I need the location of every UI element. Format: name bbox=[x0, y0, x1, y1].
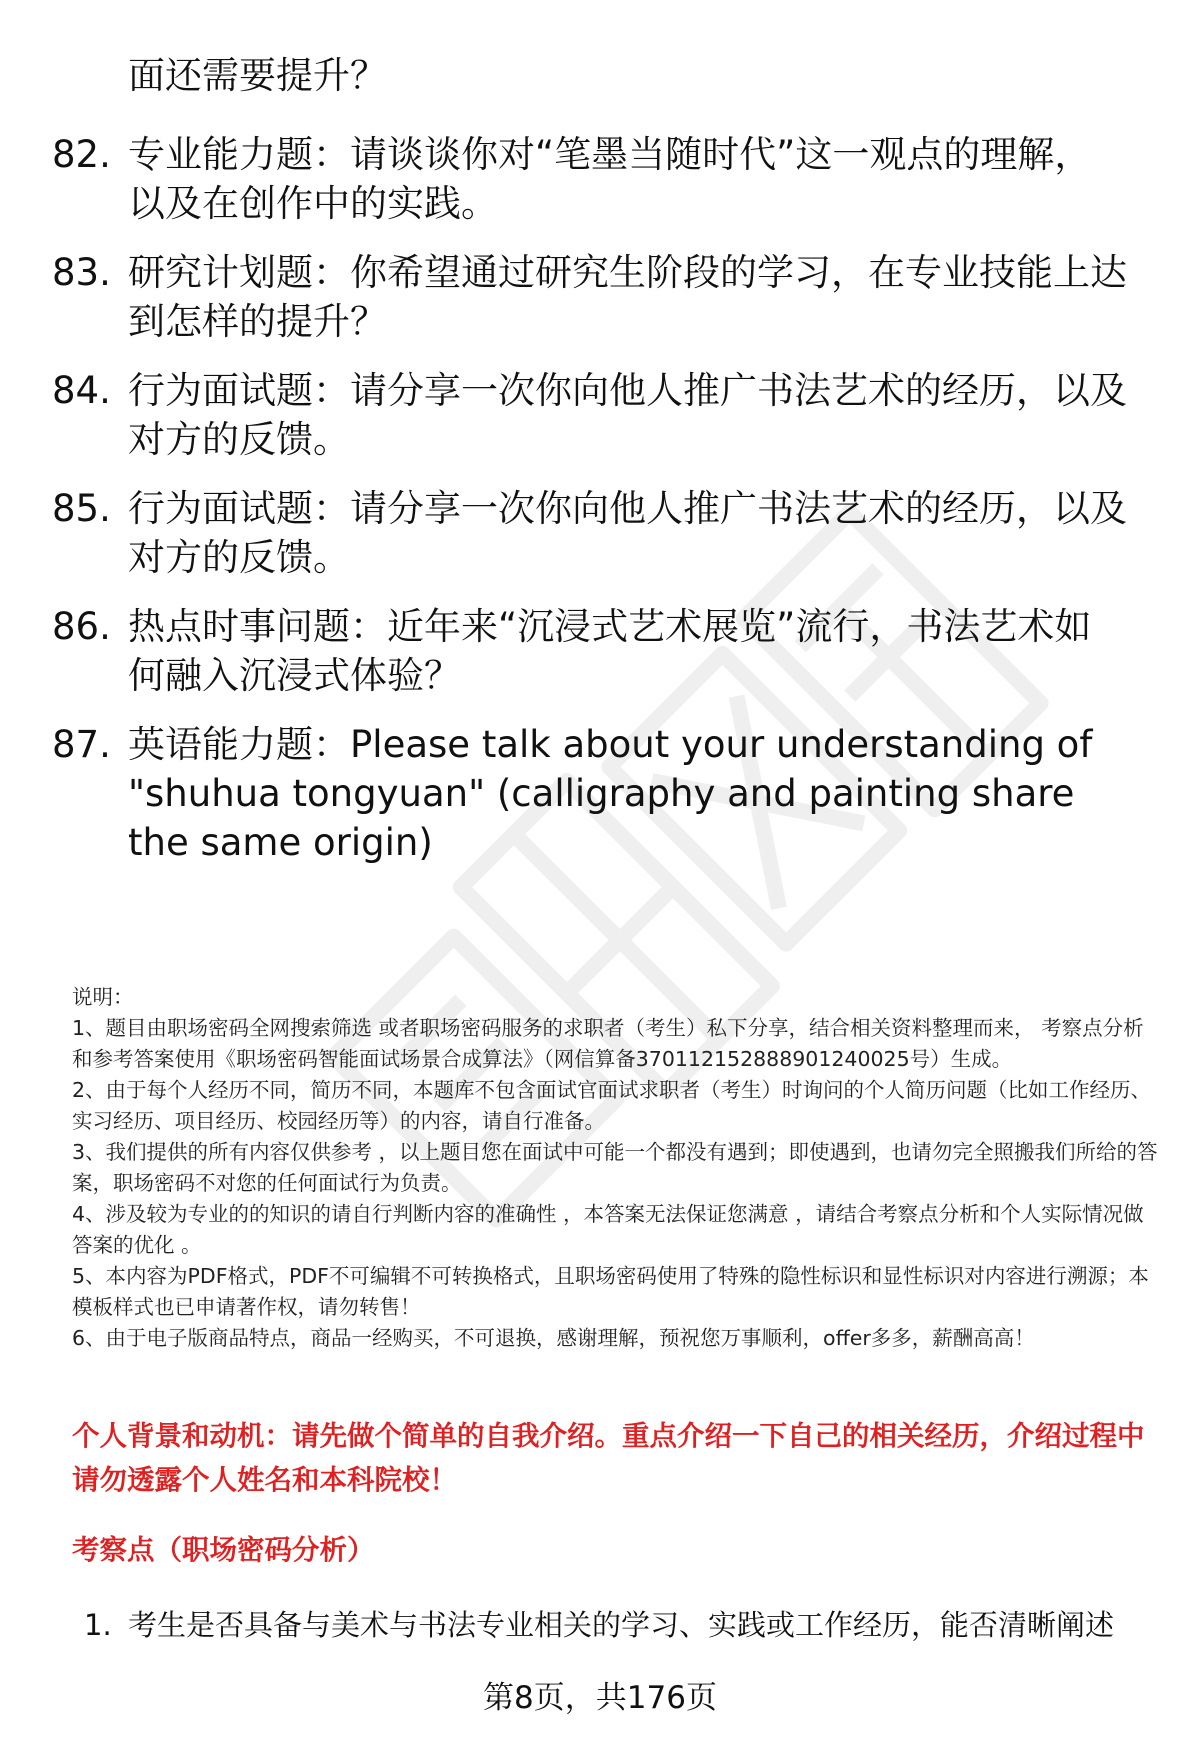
question-text: 行为面试题：请分享一次你向他人推广书法艺术的经历，以及对方的反馈。 bbox=[128, 369, 1127, 461]
note-item: 3、我们提供的所有内容仅供参考 ，以上题目您在面试中可能一个都没有遇到；即使遇到，也请勿完全照搬我们所给的答案，职场密码不对您的任何面试行为负责。 bbox=[72, 1140, 1158, 1195]
notes-section bbox=[72, 982, 1164, 1354]
note-item: 2、由于每个人经历不同，简历不同，本题库不包含面试官面试求职者（考生）时询问的个人简历问题（比如工作经历、实习经历、项目经历、校园经历等）的内容，请自行准备。 bbox=[72, 1078, 1152, 1133]
question-text: 热点时事问题：近年来“沉浸式艺术展览”流行，书法艺术如何融入沉浸式体验？ bbox=[128, 605, 1092, 697]
question-text: 研究计划题：你希望通过研究生阶段的学习，在专业技能上达到怎样的提升？ bbox=[128, 251, 1127, 343]
note-item: 6、由于电子版商品特点，商品一经购买，不可退换，感谢理解，预祝您万事顺利，offer多多，薪酬高高！ bbox=[72, 1326, 1035, 1350]
question-text: 行为面试题：请分享一次你向他人推广书法艺术的经历，以及对方的反馈。 bbox=[128, 487, 1127, 579]
background-question: 个人背景和动机：请先做个简单的自我介绍。重点介绍一下自己的相关经历，介绍过程中请勿透露个人姓名和本科院校！ bbox=[72, 1420, 1145, 1496]
question-text: 英语能力题：Please talk about your understanding of "shuhua tongyuan" (calligraphy and painting share the same origin) bbox=[128, 723, 1093, 864]
analysis-heading: 考察点（职场密码分析） bbox=[72, 1534, 375, 1566]
question-81-continuation: 面还需要提升？ bbox=[128, 54, 387, 97]
note-item: 4、涉及较为专业的的知识的请自行判断内容的准确性 ，本答案无法保证您满意 ，请结合考察点分析和个人实际情况做答案的优化 。 bbox=[72, 1202, 1144, 1257]
note-item: 5、本内容为PDF格式，PDF不可编辑不可转换格式，且职场密码使用了特殊的隐性标识和显性标识对内容进行溯源；本模板样式也已申请著作权，请勿转售！ bbox=[72, 1264, 1149, 1319]
question-number: 86. bbox=[52, 605, 111, 648]
analysis-item-text: 考生是否具备与美术与书法专业相关的学习、实践或工作经历，能否清晰阐述 bbox=[128, 1608, 1115, 1642]
question-number: 87. bbox=[52, 723, 111, 766]
question-number: 85. bbox=[52, 487, 111, 530]
note-item: 1、题目由职场密码全网搜索筛选 或者职场密码服务的求职者（考生）私下分享，结合相关资料整理而来， 考察点分析和参考答案使用《职场密码智能面试场景合成算法》（网信算备370112152888901240025号）生成。 bbox=[72, 1016, 1144, 1071]
question-number: 83. bbox=[52, 251, 111, 294]
notes-title: 说明： bbox=[72, 985, 134, 1009]
question-number: 84. bbox=[52, 369, 111, 412]
page-footer: 第8页，共176页 bbox=[483, 1680, 717, 1716]
analysis-item-number: 1. bbox=[84, 1608, 112, 1642]
question-text: 专业能力题：请谈谈你对“笔墨当随时代”这一观点的理解，以及在创作中的实践。 bbox=[128, 133, 1092, 225]
question-number: 82. bbox=[52, 133, 111, 176]
